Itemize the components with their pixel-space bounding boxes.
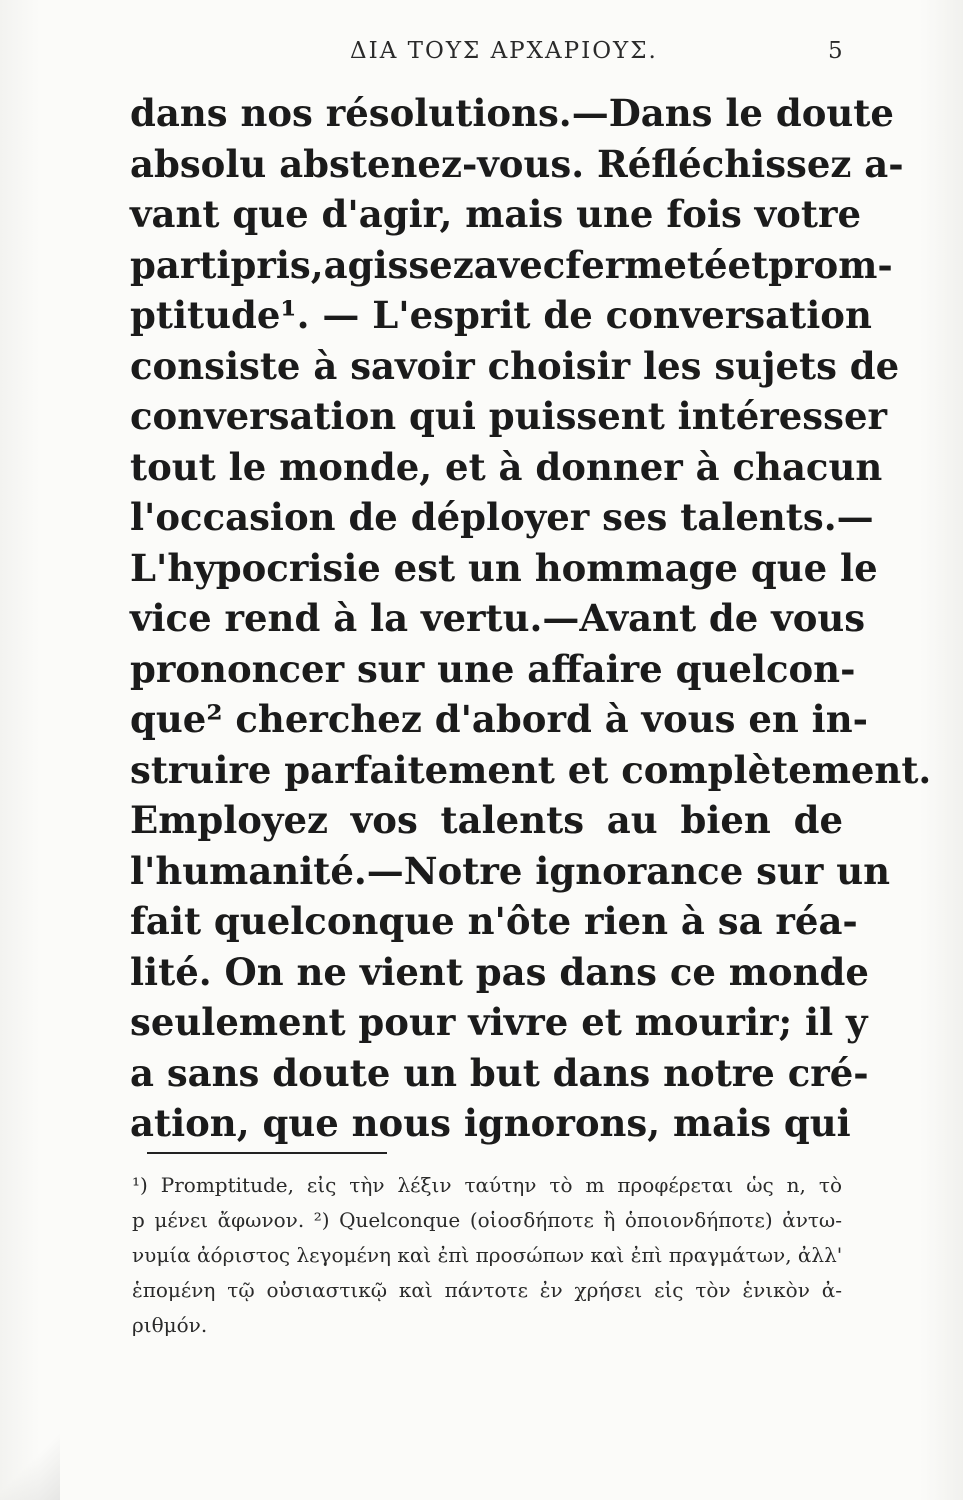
footnote-line: ¹) Promptitude, εἰς τὴν λέξιν ταύτην τὸ m προφέρεται ὡς n, τὸ [132, 1173, 842, 1197]
footnote-line: p μένει ἄφωνον. ²) Quelconque (οἱοσδήποτε ἢ ὁποιονδήποτε) ἀντω- [132, 1208, 842, 1232]
footnotes [132, 1168, 842, 1343]
text-line: consiste à savoir choisir les sujets de [130, 343, 900, 388]
text-line: vant que d'agir, mais une fois votre [130, 192, 861, 236]
text-line: fait quelconque n'ôte rien à sa réa- [130, 899, 858, 943]
body-text [130, 88, 932, 1149]
text-line: conversation qui puissent intéresser [130, 394, 887, 438]
text-line: vice rend à la vertu.—Avant de vous [130, 596, 866, 640]
page-number: 5 [828, 38, 843, 64]
text-line: lité. On ne vient pas dans ce monde [130, 949, 869, 994]
footnote-line: νυμία ἀόριστος λεγομένη καὶ ἐπὶ προσώπων καὶ ἐπὶ πραγμάτων, ἀλλ' [132, 1243, 843, 1267]
text-line: partipris,agissezavecfermetéetprom- [130, 242, 893, 287]
text-line: l'occasion de déployer ses talents.— [130, 495, 874, 539]
text-line: ation, que nous ignorons, mais qui [130, 1101, 851, 1145]
text-line: l'humanité.—Notre ignorance sur un [130, 848, 891, 893]
footnote-line: ριθμόν. [132, 1313, 208, 1337]
text-line: prononcer sur une affaire quelcon- [130, 646, 856, 691]
text-line: dans nos résolutions.—Dans le doute [130, 91, 894, 135]
text-line: absolu abstenez-vous. Réfléchissez a- [130, 141, 904, 186]
running-title: ΔΙΑ ΤΟΥΣ ΑΡΧΑΡΙΟΥΣ. [350, 38, 658, 64]
footnote-divider [147, 1152, 387, 1154]
text-line: struire parfaitement et complètement. [130, 747, 932, 792]
running-head [0, 38, 963, 78]
footnote-line: ἑπομένη τῷ οὐσιαστικῷ καὶ πάντοτε ἐν χρήσει εἰς τὸν ἑνικὸν ἀ- [132, 1278, 842, 1302]
page-shadow [0, 1390, 60, 1500]
text-line: L'hypocrisie est un hommage que le [130, 545, 878, 590]
text-line: seulement pour vivre et mourir; il y [130, 1000, 868, 1044]
text-line: ptitude¹. — L'esprit de conversation [130, 293, 872, 337]
text-line: tout le monde, et à donner à chacun [130, 444, 883, 489]
text-line: a sans doute un but dans notre cré- [130, 1050, 869, 1095]
text-line: Employez vos talents au bien de [130, 798, 843, 842]
text-line: que² cherchez d'abord à vous en in- [130, 697, 868, 741]
